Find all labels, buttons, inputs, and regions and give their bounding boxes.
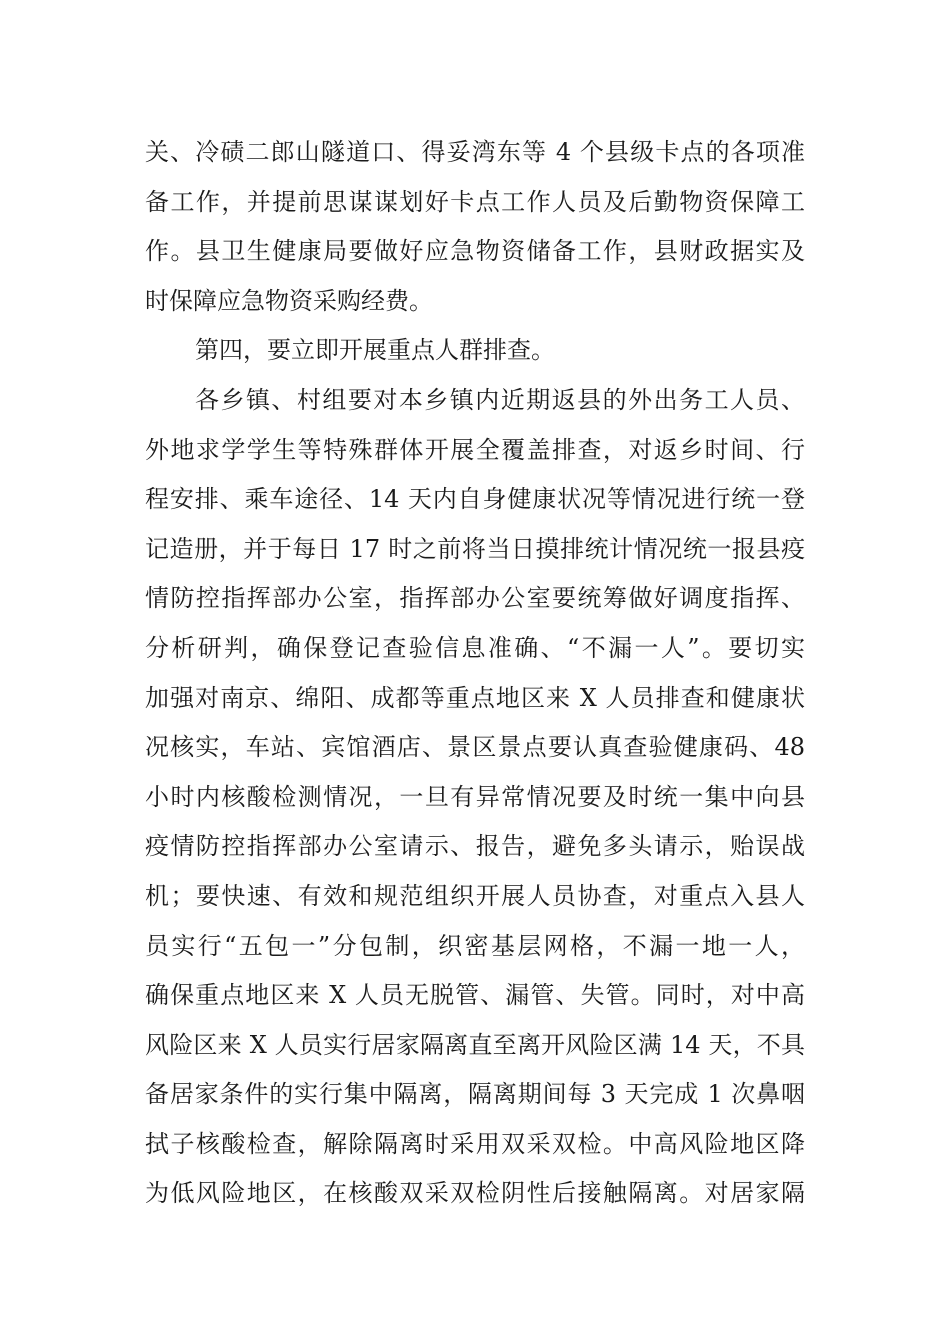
- document-body: [145, 128, 805, 1219]
- text-line: 各乡镇、村组要对本乡镇内近期返县的外出务工人员、: [195, 385, 805, 414]
- text-line: 程安排、乘车途径、14 天内自身健康状况等情况进行统一登: [145, 485, 805, 514]
- text-line: 时保障应急物资采购经费。: [145, 286, 433, 315]
- text-line: 情防控指挥部办公室，指挥部办公室要统筹做好调度指挥、: [145, 584, 805, 613]
- text-line: 风险区来 X 人员实行居家隔离直至离开风险区满 14 天，不具: [145, 1030, 805, 1059]
- text-line: 确保重点地区来 X 人员无脱管、漏管、失管。同时，对中高: [145, 981, 805, 1010]
- text-line: 为低风险地区，在核酸双采双检阴性后接触隔离。对居家隔: [145, 1179, 805, 1208]
- text-line: 小时内核酸检测情况，一旦有异常情况要及时统一集中向县: [145, 782, 805, 811]
- text-line: 关、冷碛二郎山隧道口、得妥湾东等 4 个县级卡点的各项准: [145, 138, 805, 166]
- text-line: 员实行“五包一”分包制，织密基层网格，不漏一地一人，: [145, 931, 805, 960]
- text-line: 加强对南京、绵阳、成都等重点地区来 X 人员排查和健康状: [145, 683, 805, 712]
- section-heading: 第四，要立即开展重点人群排查。: [195, 336, 555, 365]
- text-line: 机；要快速、有效和规范组织开展人员协查，对重点入县人: [145, 881, 805, 910]
- text-line: 备工作，并提前思谋谋划好卡点工作人员及后勤物资保障工: [145, 187, 805, 216]
- text-line: 况核实，车站、宾馆酒店、景区景点要认真查验健康码、48: [145, 733, 805, 762]
- text-line: 疫情防控指挥部办公室请示、报告，避免多头请示，贻误战: [145, 832, 805, 861]
- text-line: 备居家条件的实行集中隔离，隔离期间每 3 天完成 1 次鼻咽: [145, 1080, 805, 1109]
- text-line: 拭子核酸检查，解除隔离时采用双采双检。中高风险地区降: [145, 1129, 805, 1158]
- text-line: 作。县卫生健康局要做好应急物资储备工作，县财政据实及: [145, 237, 805, 266]
- text-line: 记造册，并于每日 17 时之前将当日摸排统计情况统一报县疫: [145, 534, 805, 563]
- text-line: 外地求学学生等特殊群体开展全覆盖排查，对返乡时间、行: [145, 435, 805, 464]
- text-line: 分析研判，确保登记查验信息准确、“不漏一人”。要切实: [145, 633, 805, 662]
